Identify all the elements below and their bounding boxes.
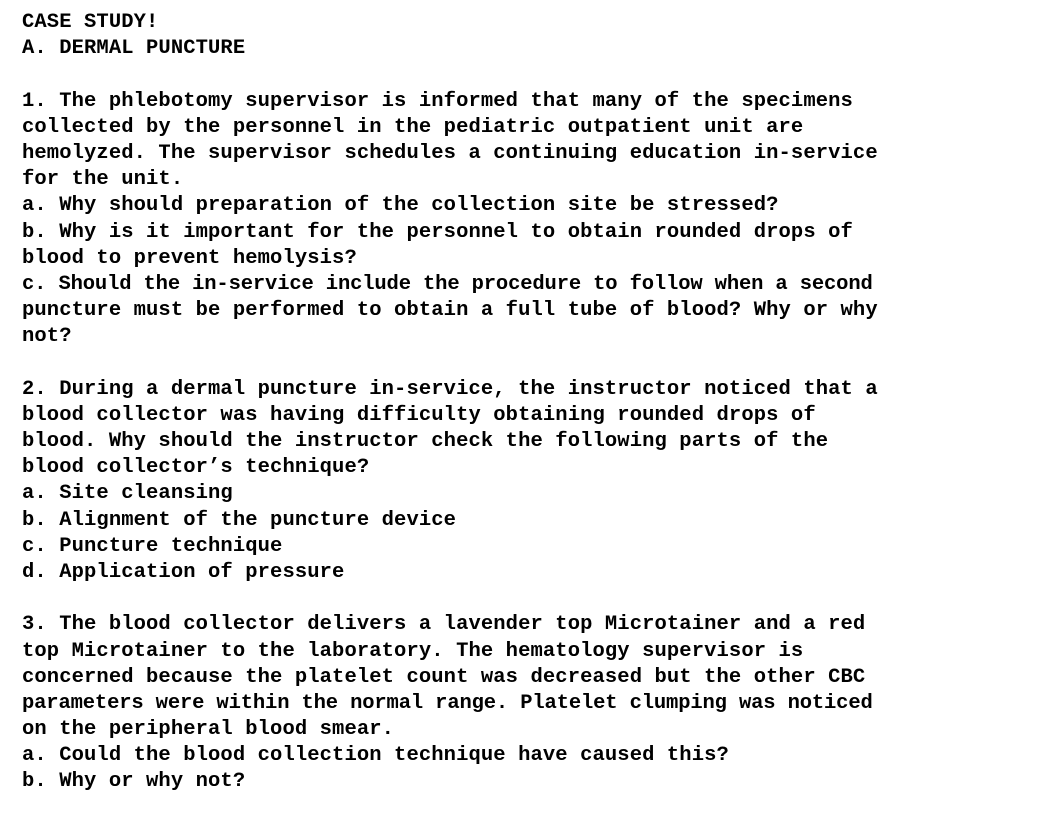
spacer <box>22 350 1038 376</box>
subquestion-b: b. Alignment of the puncture device <box>22 508 457 532</box>
question-text-line: on the peripheral blood smear. <box>22 718 395 742</box>
subquestion-a: a. Could the blood collection technique have caused this? <box>22 744 729 768</box>
question-2 <box>22 377 1038 587</box>
subquestion-a: a. Why should preparation of the collection site be stressed? <box>22 194 779 218</box>
question-text-line: 3. The blood collector delivers a lavender top Microtainer and a red <box>22 613 866 637</box>
question-3 <box>22 612 1038 795</box>
spacer <box>22 62 1038 88</box>
question-text-line: blood collector’s technique? <box>22 456 370 480</box>
subquestion-c-continued: not? <box>22 325 72 349</box>
subquestion-b-continued: blood to prevent hemolysis? <box>22 246 357 270</box>
subquestion-c: c. Should the in-service include the procedure to follow when a second <box>22 272 873 296</box>
subquestion-a: a. Site cleansing <box>22 482 233 506</box>
question-text-line: 1. The phlebotomy supervisor is informed that many of the specimens <box>22 89 853 113</box>
question-text-line: top Microtainer to the laboratory. The hematology supervisor is <box>22 639 804 663</box>
question-text-line: parameters were within the normal range. Platelet clumping was noticed <box>22 691 873 715</box>
spacer <box>22 586 1038 612</box>
question-text-line: 2. During a dermal puncture in-service, the instructor noticed that a <box>22 377 878 401</box>
question-text-line: hemolyzed. The supervisor schedules a continuing education in-service <box>22 141 878 165</box>
case-study-title: CASE STUDY! <box>22 11 159 34</box>
document <box>22 10 1038 796</box>
question-text-line: collected by the personnel in the pediatric outpatient unit are <box>22 115 804 139</box>
subquestion-c-continued: puncture must be performed to obtain a full tube of blood? Why or why <box>22 299 878 323</box>
question-text-line: blood collector was having difficulty obtaining rounded drops of <box>22 403 816 427</box>
subquestion-b: b. Why or why not? <box>22 770 246 794</box>
question-1 <box>22 89 1038 351</box>
question-text-line: blood. Why should the instructor check the following parts of the <box>22 430 829 453</box>
section-heading: A. DERMAL PUNCTURE <box>22 37 246 61</box>
subquestion-b: b. Why is it important for the personnel to obtain rounded drops of <box>22 220 853 244</box>
subquestion-c: c. Puncture technique <box>22 534 283 558</box>
question-text-line: for the unit. <box>22 168 184 192</box>
question-text-line: concerned because the platelet count was decreased but the other CBC <box>22 665 866 689</box>
subquestion-d: d. Application of pressure <box>22 560 345 584</box>
